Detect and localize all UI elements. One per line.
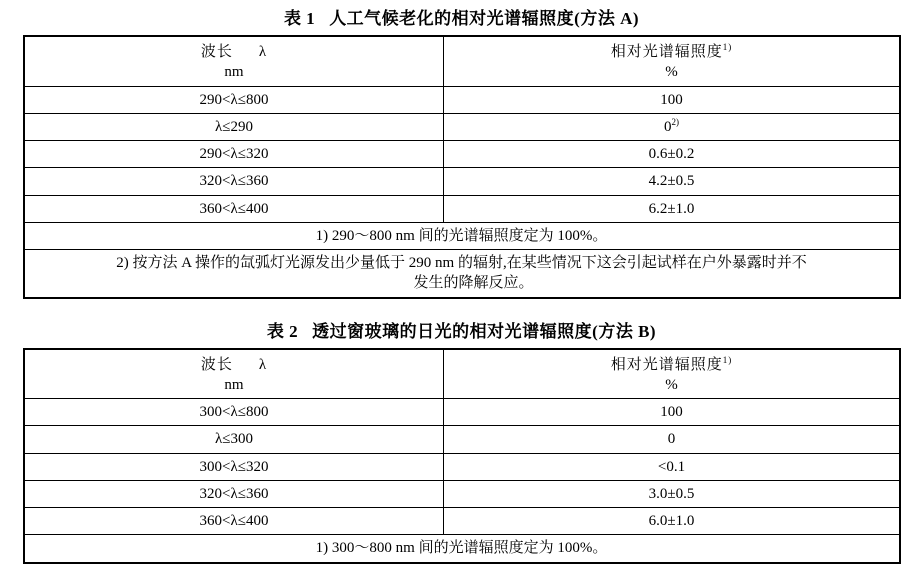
table-1-row-1-footnote-marker: 2) xyxy=(671,116,679,127)
table-1-note-2 xyxy=(24,250,900,298)
table-row xyxy=(24,426,900,453)
table-1 xyxy=(23,35,901,299)
table-2-row-2-value xyxy=(444,453,900,480)
table-1-header-irradiance-line1 xyxy=(446,42,896,62)
table-2-row-1-value xyxy=(444,426,900,453)
table-2-header-irradiance-unit: % xyxy=(665,376,678,393)
table-row xyxy=(24,453,900,480)
table-1-row-3-wavelength: 320<λ≤360 xyxy=(24,168,444,195)
table-1-caption-title: 人工气候老化的相对光谱辐照度(方法 A) xyxy=(329,9,640,28)
table-1-note-2-text: 2) 按方法 A 操作的氙弧灯光源发出少量低于 290 nm 的辐射,在某些情况下这会引起试样在户外暴露时并不 xyxy=(116,255,807,271)
table-1-header-irradiance xyxy=(444,36,900,86)
table-1-row-2-value xyxy=(444,141,900,168)
table-2-row-0-value xyxy=(444,399,900,426)
table-row xyxy=(24,480,900,507)
table-1-row-0-wavelength: 290<λ≤800 xyxy=(24,86,444,113)
table-2-caption xyxy=(23,313,901,348)
table-1-row-1-value-text: 0 xyxy=(663,118,672,135)
table-row xyxy=(24,141,900,168)
table-1-note-row-2 xyxy=(24,250,900,298)
table-2-row-0-wavelength: 300<λ≤800 xyxy=(24,399,444,426)
table-1-row-4-value xyxy=(444,195,900,222)
table-2-header-irradiance-text: 相对光谱辐照度 xyxy=(610,356,723,373)
table-2-row-4-value-text: 6.0±1.0 xyxy=(648,513,695,529)
table-1-note-2-continuation: 发生的降解反应。 xyxy=(413,275,534,292)
table-2-header-wavelength-symbol: λ xyxy=(258,356,268,373)
table-1-row-2-value-text: 0.6±0.2 xyxy=(648,146,695,162)
table-1-header-wavelength-line1 xyxy=(27,42,442,62)
table-1-header-wavelength-symbol: λ xyxy=(258,44,268,60)
table-2-row-1-value-text: 0 xyxy=(667,431,676,448)
table-2-row-3-wavelength: 320<λ≤360 xyxy=(24,480,444,507)
table-1-row-1-wavelength: λ≤290 xyxy=(24,113,444,140)
table-2-header-irradiance-line1 xyxy=(446,355,896,375)
table-row xyxy=(24,508,900,535)
table-1-row-4-value-text: 6.2±1.0 xyxy=(648,200,695,217)
table-1-note-1: 1) 290～800 nm 间的光谱辐照度定为 100%。 xyxy=(24,222,900,249)
table-block-1 xyxy=(23,0,901,299)
table-block-2 xyxy=(23,313,901,564)
table-1-header-row xyxy=(24,36,900,86)
table-2-row-1-wavelength: λ≤300 xyxy=(24,426,444,453)
table-1-caption xyxy=(23,0,901,35)
table-2-row-2-value-text: <0.1 xyxy=(657,458,686,475)
table-1-row-0-value-text: 100 xyxy=(660,91,683,108)
table-2-row-4-wavelength: 360<λ≤400 xyxy=(24,508,444,535)
table-2-header-wavelength-label: 波长 xyxy=(200,356,233,373)
table-2-header-wavelength xyxy=(24,349,444,399)
table-1-header-wavelength-label: 波长 xyxy=(200,44,233,60)
table-2-note-row-1 xyxy=(24,535,900,563)
table-2-row-0-value-text: 100 xyxy=(660,404,683,420)
table-2-header-wavelength-unit: nm xyxy=(224,376,244,393)
table-1-row-3-value-text: 4.2±0.5 xyxy=(648,173,695,190)
section-gap xyxy=(0,299,923,313)
table-1-row-4-wavelength: 360<λ≤400 xyxy=(24,195,444,222)
table-row xyxy=(24,399,900,426)
table-2-header-wavelength-line1 xyxy=(27,355,442,375)
table-1-header-irradiance-text: 相对光谱辐照度 xyxy=(610,44,723,60)
table-1-note-row-1 xyxy=(24,222,900,249)
table-2-caption-title: 透过窗玻璃的日光的相对光谱辐照度(方法 B) xyxy=(312,321,657,341)
table-2-row-2-wavelength: 300<λ≤320 xyxy=(24,453,444,480)
table-2-row-3-value-text: 3.0±0.5 xyxy=(648,485,695,502)
table-2-header-irradiance xyxy=(444,349,900,399)
table-row xyxy=(24,168,900,195)
table-2-note-1: 1) 300～800 nm 间的光谱辐照度定为 100%。 xyxy=(24,535,900,563)
table-1-header-wavelength-unit: nm xyxy=(224,64,244,81)
table-1-caption-number: 表 1 xyxy=(283,9,316,28)
table-1-row-0-value xyxy=(444,86,900,113)
table-2-row-4-value xyxy=(444,508,900,535)
table-2-header-irradiance-footnote-marker: 1) xyxy=(722,354,733,365)
table-2-caption-number: 表 2 xyxy=(266,321,299,341)
table-1-row-2-wavelength: 290<λ≤320 xyxy=(24,141,444,168)
table-2-header-row xyxy=(24,349,900,399)
table-1-row-1-value xyxy=(444,113,900,140)
table-1-header-irradiance-unit: % xyxy=(665,64,678,81)
table-row xyxy=(24,86,900,113)
table-2 xyxy=(23,348,901,564)
table-row xyxy=(24,113,900,140)
table-1-header-irradiance-footnote-marker: 1) xyxy=(722,42,733,52)
table-1-header-wavelength xyxy=(24,36,444,86)
table-row xyxy=(24,195,900,222)
table-1-row-3-value xyxy=(444,168,900,195)
table-2-row-3-value xyxy=(444,480,900,507)
